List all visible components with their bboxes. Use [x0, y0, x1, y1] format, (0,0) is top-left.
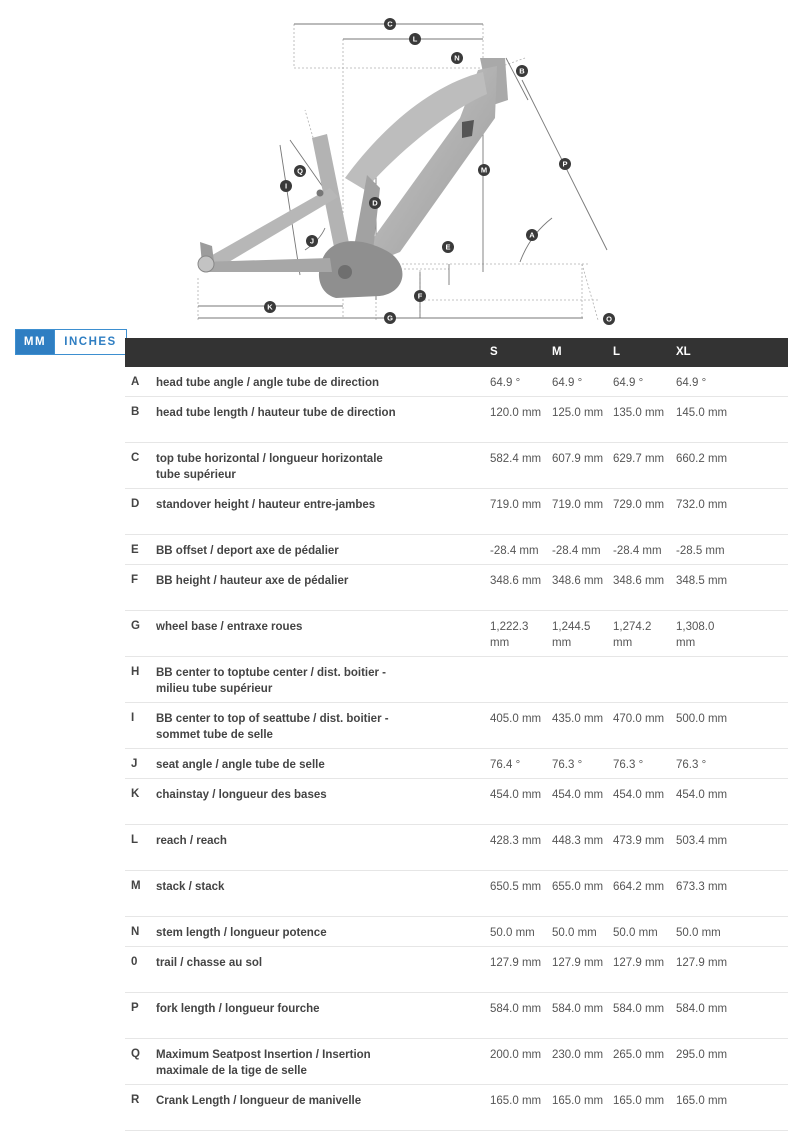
cell-value: 470.0 mm — [613, 713, 665, 725]
cell-value: 295.0 mm — [676, 1049, 728, 1061]
unit-inches-button[interactable]: INCHES — [54, 330, 126, 354]
cell-value: 64.9 ° — [676, 377, 707, 389]
cell-value: 1,222.3 mm — [490, 621, 529, 649]
cell-value: 50.0 mm — [676, 927, 721, 939]
cell-value: 64.9 ° — [490, 377, 521, 389]
svg-text:B: B — [519, 66, 525, 76]
cell-value: 454.0 mm — [613, 789, 665, 801]
cell-value: 454.0 mm — [676, 789, 728, 801]
cell-value: 503.4 mm — [676, 835, 728, 847]
column-header-s: S — [490, 346, 498, 358]
row-label: standover height / hauteur entre-jambes — [156, 499, 376, 511]
svg-text:I: I — [284, 181, 288, 191]
column-header-l: L — [613, 346, 621, 358]
row-code: A — [131, 376, 140, 388]
table-row — [125, 1039, 788, 1085]
table-row — [125, 703, 788, 749]
row-code: R — [131, 1094, 140, 1106]
cell-value: 165.0 mm — [613, 1095, 665, 1107]
svg-text:E: E — [445, 242, 451, 252]
marker-d — [369, 197, 381, 209]
marker-g — [384, 312, 396, 324]
cell-value: -28.5 mm — [676, 545, 725, 557]
cell-value: 473.9 mm — [613, 835, 665, 847]
cell-value: 607.9 mm — [552, 453, 604, 465]
cell-value: 454.0 mm — [552, 789, 604, 801]
cell-value: 673.3 mm — [676, 881, 728, 893]
row-code: Q — [131, 1048, 140, 1060]
cell-value: 1,274.2 mm — [613, 621, 652, 649]
marker-a — [526, 229, 538, 241]
svg-text:F: F — [417, 291, 423, 301]
table-row — [125, 611, 788, 657]
svg-text:G: G — [387, 313, 393, 323]
marker-m — [478, 164, 490, 176]
row-code: N — [131, 926, 140, 938]
cell-value: 584.0 mm — [490, 1003, 542, 1015]
table-row — [125, 917, 788, 947]
cell-value: 165.0 mm — [676, 1095, 728, 1107]
cell-value: 582.4 mm — [490, 453, 542, 465]
cell-value: 732.0 mm — [676, 499, 728, 511]
cell-value: 64.9 ° — [552, 377, 583, 389]
row-code: L — [131, 834, 139, 846]
column-header-m: M — [552, 346, 562, 358]
cell-value: 165.0 mm — [490, 1095, 542, 1107]
row-code: H — [131, 666, 140, 678]
table-row — [125, 367, 788, 397]
cell-value: 76.3 ° — [676, 759, 707, 771]
svg-text:M: M — [480, 165, 488, 175]
cell-value: 405.0 mm — [490, 713, 542, 725]
svg-text:A: A — [529, 230, 535, 240]
marker-k — [264, 301, 276, 313]
cell-value: 265.0 mm — [613, 1049, 665, 1061]
cell-value: 348.6 mm — [613, 575, 665, 587]
marker-n — [451, 52, 463, 64]
marker-i — [280, 180, 292, 192]
cell-value: 584.0 mm — [613, 1003, 665, 1015]
table-row — [125, 993, 788, 1039]
marker-f — [414, 290, 426, 302]
row-label: Maximum Seatpost Insertion / Insertion maximale de la tige de selle — [156, 1049, 371, 1077]
cell-value: 165.0 mm — [552, 1095, 604, 1107]
svg-text:K: K — [267, 302, 273, 312]
svg-text:L: L — [412, 34, 418, 44]
cell-value: -28.4 mm — [552, 545, 601, 557]
table-row — [125, 565, 788, 611]
cell-value: 454.0 mm — [490, 789, 542, 801]
bike-frame — [198, 58, 508, 298]
cell-value: -28.4 mm — [613, 545, 662, 557]
cell-value: 664.2 mm — [613, 881, 665, 893]
marker-e — [442, 241, 454, 253]
cell-value: 719.0 mm — [490, 499, 542, 511]
geometry-table — [125, 338, 788, 1131]
svg-text:O: O — [606, 314, 612, 324]
table-row — [125, 1085, 788, 1131]
cell-value: 629.7 mm — [613, 453, 665, 465]
cell-value: 1,308.0 mm — [676, 621, 715, 649]
row-label: wheel base / entraxe roues — [156, 621, 303, 633]
unit-mm-button[interactable]: MM — [16, 330, 54, 354]
table-row — [125, 871, 788, 917]
cell-value: 1,244.5 mm — [552, 621, 591, 649]
cell-value: 719.0 mm — [552, 499, 604, 511]
row-code: P — [131, 1002, 139, 1014]
table-row — [125, 779, 788, 825]
row-code: K — [131, 788, 140, 800]
cell-value: 660.2 mm — [676, 453, 728, 465]
row-code: 0 — [131, 956, 138, 968]
table-row — [125, 443, 788, 489]
cell-value: 448.3 mm — [552, 835, 604, 847]
row-label: BB center to top of seattube / dist. boitier - sommet tube de selle — [156, 713, 389, 741]
svg-text:D: D — [372, 198, 378, 208]
table-row — [125, 947, 788, 993]
cell-value: 50.0 mm — [490, 927, 535, 939]
table-row — [125, 825, 788, 871]
row-code: I — [131, 712, 135, 724]
svg-text:P: P — [562, 159, 568, 169]
cell-value: 145.0 mm — [676, 407, 728, 419]
svg-text:N: N — [454, 53, 460, 63]
row-code: C — [131, 452, 140, 464]
table-body — [125, 367, 788, 1131]
unit-toggle — [15, 329, 127, 355]
cell-value: 125.0 mm — [552, 407, 604, 419]
cell-value: 50.0 mm — [552, 927, 597, 939]
cell-value: 135.0 mm — [613, 407, 665, 419]
cell-value: 127.9 mm — [552, 957, 604, 969]
row-code: E — [131, 544, 139, 556]
marker-l — [409, 33, 421, 45]
row-label: trail / chasse au sol — [156, 957, 263, 969]
marker-p — [559, 158, 571, 170]
cell-value: 76.3 ° — [552, 759, 583, 771]
cell-value: 127.9 mm — [613, 957, 665, 969]
row-label: BB offset / deport axe de pédalier — [156, 545, 339, 557]
cell-value: 500.0 mm — [676, 713, 728, 725]
row-label: reach / reach — [156, 835, 227, 847]
table-row — [125, 489, 788, 535]
row-label: head tube length / hauteur tube de direction — [156, 407, 396, 419]
row-label: BB center to toptube center / dist. boitier - milieu tube supérieur — [156, 667, 387, 695]
cell-value: 120.0 mm — [490, 407, 542, 419]
svg-text:Q: Q — [297, 166, 303, 176]
cell-value: 127.9 mm — [490, 957, 542, 969]
row-label: top tube horizontal / longueur horizontale tube supérieur — [156, 453, 383, 481]
svg-text:C: C — [387, 19, 393, 29]
table-row — [125, 657, 788, 703]
table-row — [125, 397, 788, 443]
row-label: stem length / longueur potence — [156, 927, 327, 939]
table-row — [125, 535, 788, 565]
cell-value: 584.0 mm — [676, 1003, 728, 1015]
row-label: Crank Length / longueur de manivelle — [156, 1095, 362, 1107]
row-label: seat angle / angle tube de selle — [156, 759, 325, 771]
row-code: F — [131, 574, 139, 586]
cell-value: 348.6 mm — [552, 575, 604, 587]
column-header-xl: XL — [676, 346, 691, 358]
table-row — [125, 749, 788, 779]
marker-b — [516, 65, 528, 77]
marker-q — [294, 165, 306, 177]
row-label: head tube angle / angle tube de direction — [156, 377, 380, 389]
cell-value: 50.0 mm — [613, 927, 658, 939]
cell-value: 76.4 ° — [490, 759, 521, 771]
marker-j — [306, 235, 318, 247]
row-label: BB height / hauteur axe de pédalier — [156, 575, 349, 587]
cell-value: 729.0 mm — [613, 499, 665, 511]
marker-c — [384, 18, 396, 30]
row-code: G — [131, 620, 140, 632]
table-header — [125, 338, 788, 367]
cell-value: -28.4 mm — [490, 545, 539, 557]
row-label: chainstay / longueur des bases — [156, 789, 327, 801]
cell-value: 348.5 mm — [676, 575, 728, 587]
cell-value: 76.3 ° — [613, 759, 644, 771]
marker-o — [603, 313, 615, 325]
cell-value: 127.9 mm — [676, 957, 728, 969]
cell-value: 230.0 mm — [552, 1049, 604, 1061]
cell-value: 428.3 mm — [490, 835, 542, 847]
cell-value: 650.5 mm — [490, 881, 542, 893]
cell-value: 655.0 mm — [552, 881, 604, 893]
svg-text:J: J — [309, 236, 315, 246]
cell-value: 435.0 mm — [552, 713, 604, 725]
row-code: M — [131, 880, 141, 892]
cell-value: 200.0 mm — [490, 1049, 542, 1061]
row-code: J — [131, 758, 138, 770]
row-label: fork length / longueur fourche — [156, 1003, 320, 1015]
cell-value: 584.0 mm — [552, 1003, 604, 1015]
row-code: B — [131, 406, 140, 418]
row-label: stack / stack — [156, 881, 225, 893]
cell-value: 64.9 ° — [613, 377, 644, 389]
frame-geometry-diagram — [0, 0, 800, 330]
cell-value: 348.6 mm — [490, 575, 542, 587]
row-code: D — [131, 498, 140, 510]
